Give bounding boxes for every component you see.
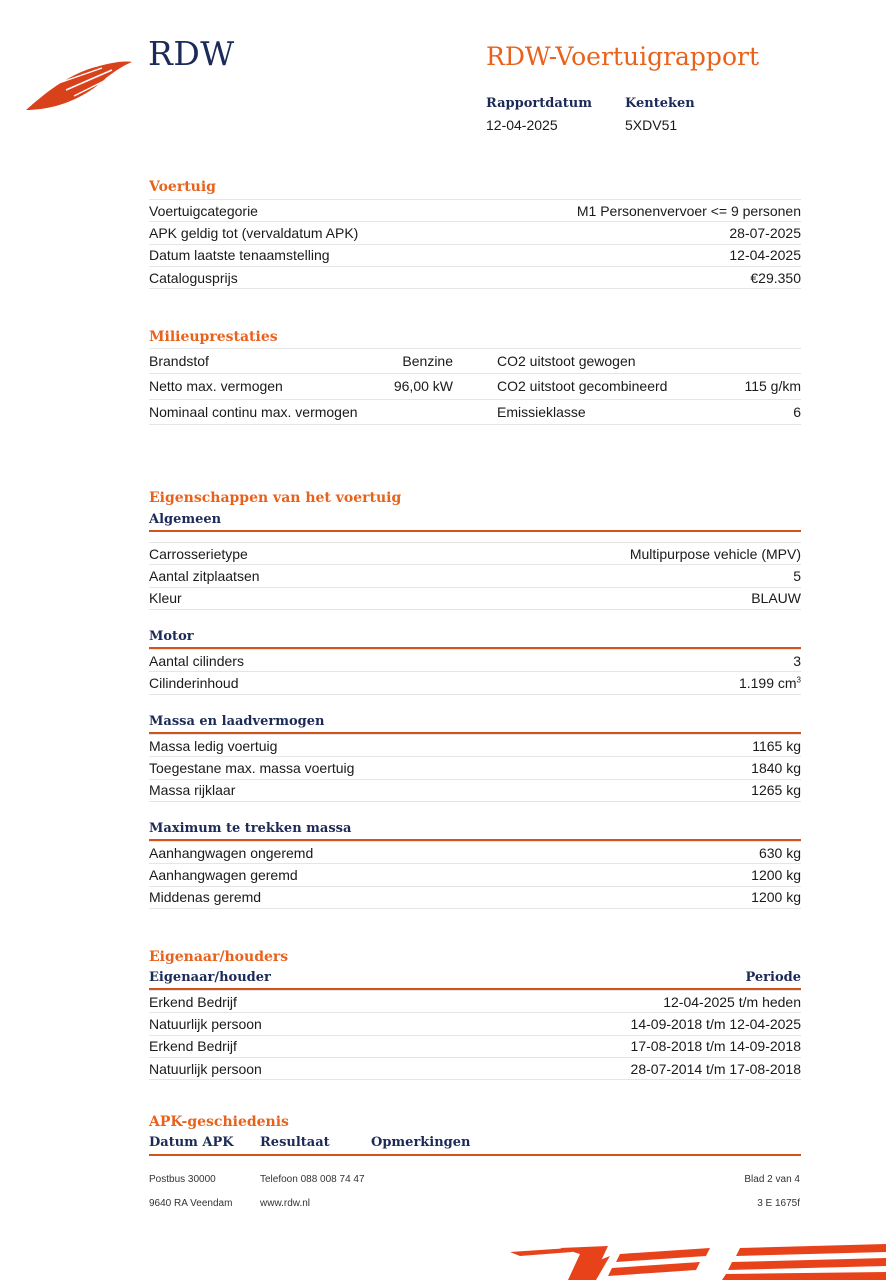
subhead-algemeen: Algemeen — [149, 512, 801, 532]
row-value: 12-04-2025 t/m heden — [663, 993, 801, 1010]
report-date-value: 12-04-2025 — [486, 117, 558, 133]
table-row — [149, 244, 801, 266]
algemeen-table — [149, 542, 801, 610]
row-value: 1200 kg — [751, 889, 801, 906]
table-row — [149, 863, 801, 885]
table-row — [149, 779, 801, 802]
column-header-result: Resultaat — [260, 1135, 330, 1150]
row-value: 14-09-2018 t/m 12-04-2025 — [630, 1015, 801, 1032]
row-label: Brandstof — [149, 353, 209, 369]
row-label: Datum laatste tenaamstelling — [149, 247, 330, 264]
section-title-eigenschappen: Eigenschappen van het voertuig — [149, 490, 402, 506]
row-label: Toegestane max. massa voertuig — [149, 759, 355, 776]
report-title: RDW-Voertuigrapport — [486, 42, 759, 71]
row-value: 12-04-2025 — [729, 247, 801, 264]
section-title-eigenaar: Eigenaar/houders — [149, 949, 289, 965]
row-label: Emissieklasse — [497, 403, 586, 420]
row-value: BLAUW — [751, 590, 801, 607]
row-label: Aantal zitplaatsen — [149, 567, 260, 584]
row-label: APK geldig tot (vervaldatum APK) — [149, 224, 359, 241]
row-label: Natuurlijk persoon — [149, 1060, 262, 1077]
row-value: M1 Personenvervoer <= 9 personen — [576, 202, 801, 219]
row-value: 1840 kg — [751, 759, 801, 776]
row-value: 17-08-2018 t/m 14-09-2018 — [630, 1038, 801, 1055]
row-value: 1265 kg — [751, 782, 801, 799]
superscript: 3 — [796, 675, 801, 685]
row-label: Cilinderinhoud — [149, 674, 239, 691]
row-value: 6 — [793, 403, 801, 420]
decorative-stripe-band — [500, 1240, 886, 1280]
table-row — [149, 221, 801, 243]
row-label: Massa rijklaar — [149, 782, 236, 799]
row-value: 96,00 kW — [393, 378, 453, 395]
row-value: 28-07-2014 t/m 17-08-2018 — [630, 1060, 801, 1077]
table-row — [149, 886, 801, 909]
row-value: 1165 kg — [752, 737, 801, 754]
table-row — [149, 542, 801, 564]
section-title-apk: APK-geschiedenis — [149, 1114, 289, 1130]
column-header-date: Datum APK — [149, 1135, 234, 1150]
report-date-label: Rapportdatum — [486, 96, 592, 111]
row-value: 630 kg — [758, 844, 801, 861]
milieu-table — [149, 348, 801, 425]
row-label: Aantal cilinders — [149, 652, 244, 669]
row-label: Aanhangwagen ongeremd — [149, 844, 314, 861]
motor-table — [149, 649, 801, 695]
column-header-remarks: Opmerkingen — [371, 1135, 471, 1150]
rdw-logo — [26, 54, 134, 112]
table-row — [149, 587, 801, 610]
subhead-trekken: Maximum te trekken massa — [149, 821, 801, 841]
footer-address-line1: Postbus 30000 — [149, 1174, 216, 1185]
row-label: Carrosserietype — [149, 545, 248, 562]
table-row — [149, 1012, 801, 1034]
subhead-massa: Massa en laadvermogen — [149, 714, 801, 734]
table-row — [149, 1057, 801, 1080]
brand-name: RDW — [148, 34, 235, 73]
row-label: Voertuigcategorie — [149, 202, 258, 219]
trekken-table — [149, 841, 801, 909]
table-row — [149, 671, 801, 694]
table-row — [149, 841, 801, 863]
table-row — [149, 990, 801, 1012]
table-row — [149, 649, 801, 671]
table-row — [149, 399, 801, 425]
table-row — [149, 348, 801, 373]
row-value: 3 — [793, 652, 801, 669]
cylinder-volume-value — [739, 675, 801, 691]
row-label: Catalogusprijs — [149, 269, 238, 286]
row-label: Massa ledig voertuig — [149, 737, 278, 754]
row-label: CO2 uitstoot gewogen — [497, 353, 636, 369]
voertuig-table — [149, 199, 801, 289]
subhead-motor: Motor — [149, 629, 801, 649]
plate-value: 5XDV51 — [625, 117, 678, 133]
row-label: Erkend Bedrijf — [149, 1038, 237, 1055]
table-row — [149, 734, 801, 756]
footer-website: www.rdw.nl — [260, 1198, 311, 1209]
row-label: Kleur — [149, 590, 182, 607]
table-row — [149, 564, 801, 586]
row-value: 1.199 cm — [738, 674, 797, 691]
owner-table-header — [149, 970, 801, 990]
footer-page-number: Blad 2 van 4 — [744, 1174, 800, 1185]
row-label: Nominaal continu max. vermogen — [149, 403, 358, 420]
table-row — [149, 756, 801, 778]
row-label: CO2 uitstoot gecombineerd — [497, 378, 668, 395]
row-label: Erkend Bedrijf — [149, 993, 237, 1010]
table-row — [149, 373, 801, 398]
column-header-owner: Eigenaar/houder — [149, 970, 271, 985]
row-label: Natuurlijk persoon — [149, 1015, 262, 1032]
table-row — [149, 199, 801, 221]
plate-label: Kenteken — [625, 96, 695, 111]
footer-document-code: 3 E 1675f — [757, 1198, 800, 1209]
owner-table — [149, 990, 801, 1080]
section-title-voertuig: Voertuig — [149, 179, 216, 195]
section-title-milieu: Milieuprestaties — [149, 329, 278, 345]
row-value: 28-07-2025 — [729, 224, 801, 241]
table-row — [149, 1035, 801, 1057]
footer-address-line2: 9640 RA Veendam — [149, 1198, 233, 1209]
row-label: Aanhangwagen geremd — [149, 866, 298, 883]
apk-table-header — [149, 1135, 801, 1156]
row-label: Netto max. vermogen — [149, 378, 283, 395]
footer-phone: Telefoon 088 008 74 47 — [260, 1174, 365, 1185]
massa-table — [149, 734, 801, 802]
row-value: 115 g/km — [744, 378, 801, 395]
row-value: 1200 kg — [751, 866, 801, 883]
row-value: 5 — [793, 567, 801, 584]
column-header-period: Periode — [745, 970, 801, 985]
table-row — [149, 266, 801, 289]
row-value: €29.350 — [750, 269, 801, 286]
row-value: Benzine — [402, 353, 453, 369]
row-label: Middenas geremd — [149, 889, 262, 906]
row-value: Multipurpose vehicle (MPV) — [629, 545, 801, 562]
